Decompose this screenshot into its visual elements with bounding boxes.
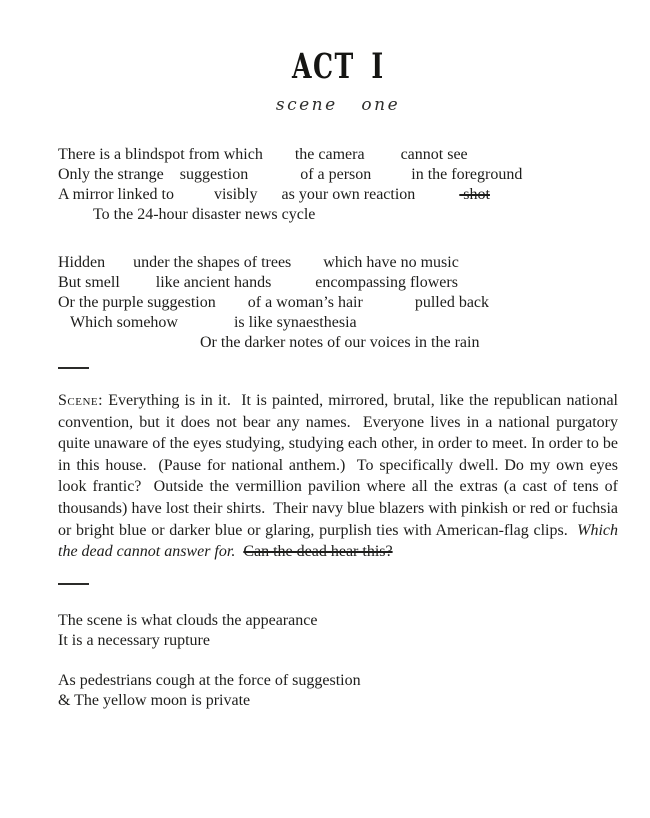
act-title-row (58, 46, 618, 87)
poem-line: As pedestrians cough at the force of suggestion (58, 671, 361, 689)
poem-line: The scene is what clouds the appearance (58, 611, 318, 629)
page-content (58, 46, 618, 711)
scene-subtitle-row (58, 95, 618, 115)
stanza-3 (58, 611, 618, 651)
book-page (0, 46, 650, 711)
poem-line: Which somehow is like synaesthesia (70, 314, 357, 331)
scene-subtitle: scene one (275, 95, 401, 115)
poem-line: It is a necessary rupture (58, 631, 210, 649)
poem-line-text: A mirror linked to visibly as your own reaction (58, 186, 460, 203)
strikethrough-phrase: Can the dead hear this? (243, 543, 393, 561)
scene-paragraph (58, 390, 618, 563)
poem-line: & The yellow moon is private (58, 691, 251, 709)
strikethrough-word: shot (459, 186, 490, 203)
poem-line: There is a blindspot from which the camera cannot see (58, 146, 468, 163)
poem-line: But smell like ancient hands encompassing flowers (58, 274, 458, 291)
poem-line: Or the darker notes of our voices in the rain (200, 334, 480, 351)
poem-line: To the 24-hour disaster news cycle (93, 206, 316, 223)
stanza-2 (58, 253, 618, 353)
stanza-1 (58, 145, 618, 225)
poem-line: Only the strange suggestion of a person in the foreground (58, 166, 523, 183)
italic-phrase: Which the dead cannot answer for. (58, 521, 618, 561)
stanza-4 (58, 671, 618, 711)
poem-line (58, 185, 618, 205)
scene-label: Scene: (58, 392, 104, 409)
poem-line: Or the purple suggestion of a woman’s hair pulled back (58, 294, 490, 311)
scene-body-text: Everything is in it. It is painted, mirrored, brutal, like the republican national convention, but it does not bear any names. Everyone lives in a national purgatory quite unaware of the eyes studying, studying each other, in order to meet. In order to be in this house. (Pause for national anthem.) To specifically dwell. Do my own eyes look frantic? Outside the vermillion pavilion where all the extras (a cast of tens of thousands) have lost their shirts. Their navy blue blazers with pinkish or red or fuchsia or bright blue or darker blue or glaring, purplish ties with American-flag clips. (58, 392, 618, 539)
poem-line: Hidden under the shapes of trees which have no music (58, 254, 459, 271)
section-divider (58, 583, 89, 585)
act-title: ACT I (291, 46, 385, 87)
section-divider (58, 367, 89, 369)
